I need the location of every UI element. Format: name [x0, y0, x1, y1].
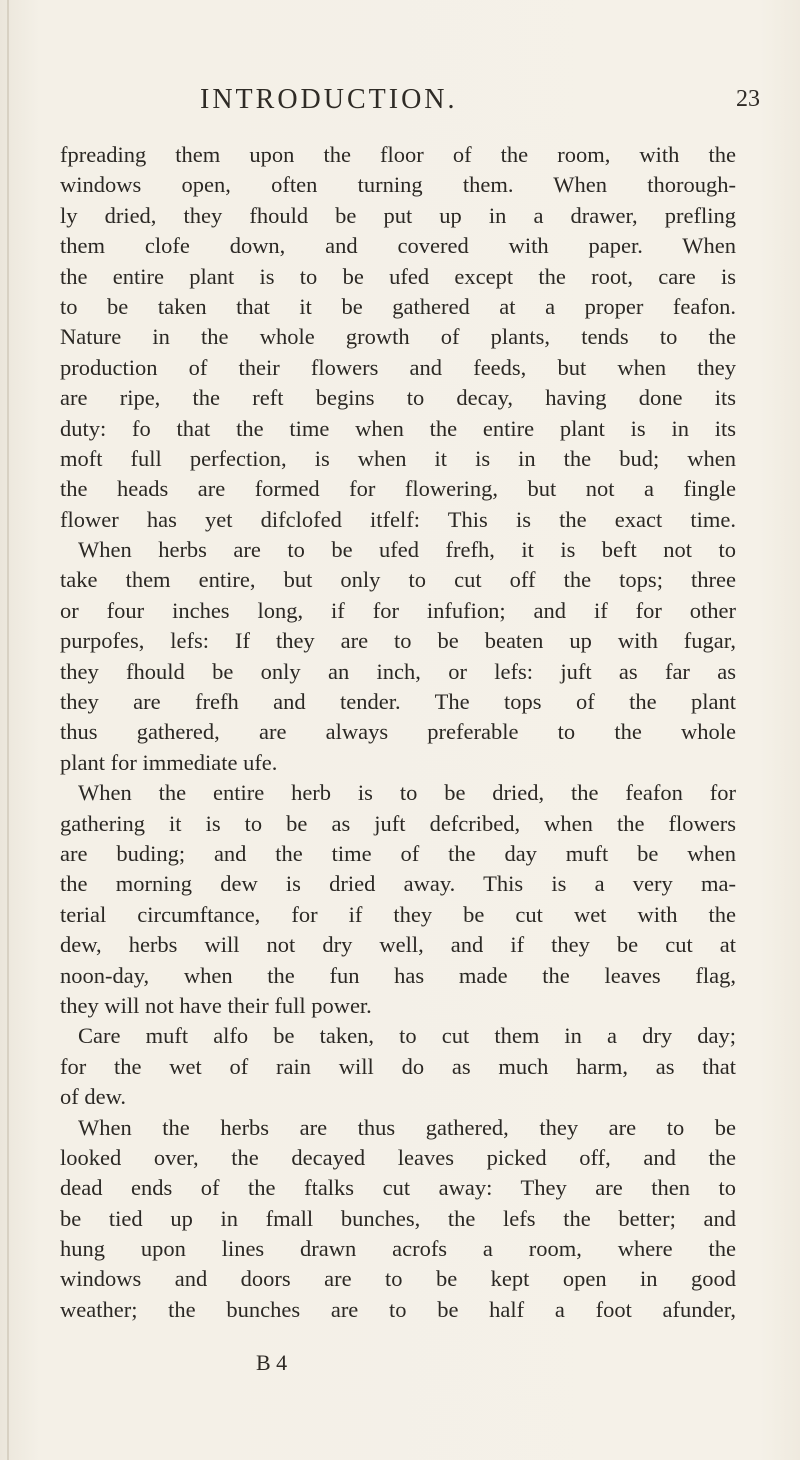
body-text [56, 140, 736, 1325]
text-line: looked over, the decayed leaves picked off, and the [60, 1144, 736, 1170]
text-line: they fhould be only an inch, or lefs: juft as far as [60, 658, 736, 684]
text-line: are buding; and the time of the day muft be when [60, 840, 736, 866]
text-line: are ripe, the reft begins to decay, having done its [60, 385, 736, 411]
text-line: windows open, often turning them. When thorough- [60, 172, 736, 198]
text-line: When herbs are to be ufed frefh, it is beft not to [78, 537, 736, 563]
text-line: production of their flowers and feeds, but when they [60, 354, 736, 380]
text-line: plant for immediate ufe. [60, 749, 278, 775]
text-line: or four inches long, if for infufion; and if for other [60, 597, 736, 623]
text-line: Care muft alfo be taken, to cut them in a dry day; [78, 1023, 736, 1049]
text-line: thus gathered, are always preferable to the whole [60, 719, 736, 745]
text-line: weather; the bunches are to be half a foot afunder, [60, 1296, 736, 1322]
text-line: take them entire, but only to cut off the tops; three [60, 567, 736, 593]
text-line: gathering it is to be as juft defcribed, when the flowers [60, 810, 736, 836]
text-line: dew, herbs will not dry well, and if they be cut at [60, 932, 736, 958]
text-line: them clofe down, and covered with paper. When [60, 233, 736, 259]
running-head [80, 84, 760, 124]
text-line: fpreading them upon the floor of the room, with the [60, 142, 736, 167]
text-line: they will not have their full power. [60, 992, 372, 1018]
text-line: noon-day, when the fun has made the leaves flag, [60, 962, 736, 988]
text-line: windows and doors are to be kept open in good [60, 1266, 736, 1292]
text-line: of dew. [60, 1084, 127, 1110]
page-number: 23 [736, 86, 760, 112]
text-line: flower has yet difclofed itfelf: This is the exact time. [60, 506, 736, 532]
text-line: duty: fo that the time when the entire plant is in its [60, 415, 736, 441]
text-line: When the entire herb is to be dried, the feafon for [78, 780, 736, 806]
text-line: for the wet of rain will do as much harm, as that [60, 1053, 736, 1079]
text-line: be tied up in fmall bunches, the lefs the better; and [60, 1205, 736, 1231]
text-line: the entire plant is to be ufed except the root, care is [60, 263, 736, 289]
signature-mark: B 4 [256, 1350, 288, 1375]
text-line: moft full perfection, is when it is in the bud; when [60, 445, 736, 471]
text-line: to be taken that it be gathered at a proper feafon. [60, 293, 736, 319]
page-edge [7, 0, 9, 1460]
text-line: purpofes, lefs: If they are to be beaten up with fugar, [60, 628, 736, 654]
text-line: Nature in the whole growth of plants, tends to the [60, 324, 736, 350]
text-line: When the herbs are thus gathered, they are to be [78, 1114, 736, 1140]
text-line: hung upon lines drawn acrofs a room, where the [60, 1236, 736, 1262]
text-line: they are frefh and tender. The tops of the plant [60, 689, 736, 715]
text-line: the heads are formed for flowering, but not a fingle [60, 476, 736, 502]
text-line: dead ends of the ftalks cut away: They are then to [60, 1175, 736, 1201]
text-line: ly dried, they fhould be put up in a drawer, prefling [60, 202, 736, 228]
running-head-title: INTRODUCTION. [200, 84, 458, 115]
text-line: terial circumftance, for if they be cut wet with the [60, 901, 736, 927]
text-line: the morning dew is dried away. This is a very ma- [60, 871, 736, 897]
